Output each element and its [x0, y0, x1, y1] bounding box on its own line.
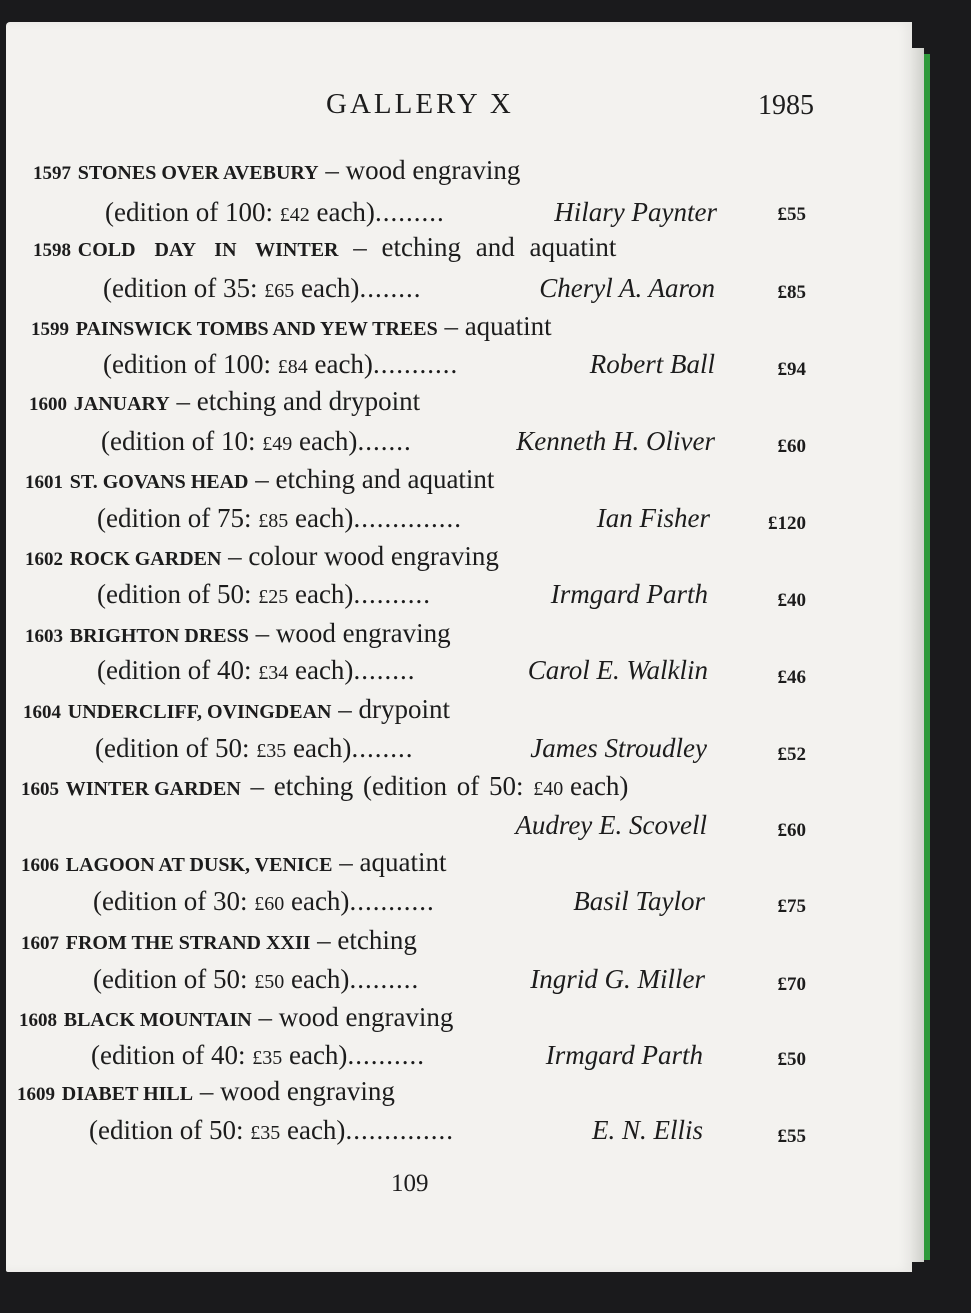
page-number: 109 — [391, 1170, 429, 1197]
entry-heading — [19, 1001, 453, 1033]
entry-price: £52 — [777, 744, 806, 765]
entry-price: £70 — [777, 974, 806, 995]
entry-detail — [93, 962, 705, 996]
entry-number: 1598 — [33, 240, 71, 261]
edition-text: (edition of 40: £35 each).......... — [91, 1040, 425, 1070]
entry-medium: – etching and aquatint — [338, 232, 617, 262]
entry-title: LAGOON AT DUSK, VENICE — [65, 854, 333, 876]
entry-medium: – aquatint — [437, 311, 552, 341]
edition-text: (edition of 10: £49 each)....... — [101, 426, 412, 456]
entry-title: WINTER GARDEN — [65, 778, 241, 800]
entry-detail — [95, 731, 707, 765]
entry-title: ROCK GARDEN — [69, 548, 222, 570]
entry-title: ST. GOVANS HEAD — [69, 471, 249, 493]
artist-name: Ingrid G. Miller — [530, 964, 705, 994]
green-cover-edge — [924, 54, 930, 1260]
entry-heading — [25, 463, 494, 495]
artist-name: Audrey E. Scovell — [515, 810, 707, 840]
entry-heading — [23, 693, 450, 725]
edition-text: (edition of 75: £85 each).............. — [97, 503, 462, 533]
entry-price: £75 — [777, 896, 806, 917]
edition-text: (edition of 50: £35 each).............. — [89, 1115, 454, 1145]
entry-medium: – etching — [310, 925, 417, 955]
entry-detail — [89, 1113, 703, 1147]
entry-heading — [31, 310, 552, 342]
entry-heading — [21, 924, 417, 956]
entry-heading — [25, 540, 499, 572]
entry-detail — [101, 424, 715, 458]
entry-heading — [21, 770, 628, 802]
entry-number: 1608 — [19, 1010, 57, 1031]
entry-detail — [91, 1038, 703, 1072]
entry-medium: – colour wood engraving — [221, 541, 499, 571]
entry-medium: – drypoint — [331, 694, 450, 724]
entry-title: PAINSWICK TOMBS AND YEW TREES — [75, 318, 438, 340]
edition-text: (edition of 50: £25 each).......... — [97, 579, 431, 609]
artist-name: Cheryl A. Aaron — [539, 273, 715, 303]
artist-name: Robert Ball — [589, 349, 715, 379]
edition-text: (edition of 40: £34 each)........ — [97, 655, 416, 685]
entry-number: 1603 — [25, 626, 63, 647]
artist-name: Hilary Paynter — [554, 197, 717, 227]
artist-name: Ian Fisher — [596, 503, 710, 533]
edition-text: (edition of 50: £50 each)......... — [93, 964, 420, 994]
artist-name: James Stroudley — [530, 733, 707, 763]
edition-text: (edition of 50: £35 each)........ — [95, 733, 414, 763]
gallery-title: GALLERY X — [326, 88, 514, 120]
entry-medium: – wood engraving — [248, 618, 451, 648]
entry-medium: – etching (edition of 50: — [240, 771, 534, 801]
entry-title: STONES OVER AVEBURY — [77, 162, 319, 184]
edition-suffix: each) — [563, 771, 629, 801]
entry-medium: – aquatint — [332, 847, 447, 877]
entry-heading — [21, 846, 446, 878]
entry-price: £94 — [777, 359, 806, 380]
entry-detail — [97, 653, 708, 687]
entry-detail — [105, 195, 717, 229]
edition-text: (edition of 100: £42 each)......... — [105, 197, 445, 227]
artist-name: Irmgard Parth — [545, 1040, 703, 1070]
entry-title: FROM THE STRAND XXII — [65, 932, 311, 954]
entry-detail — [103, 347, 715, 381]
entry-price: £120 — [768, 513, 806, 534]
entry-title: BLACK MOUNTAIN — [63, 1009, 252, 1031]
entry-number: 1601 — [25, 472, 63, 493]
entry-price: £55 — [777, 204, 806, 225]
entry-detail — [103, 271, 715, 305]
entry-number: 1605 — [21, 779, 59, 800]
entry-medium: – etching and aquatint — [248, 464, 495, 494]
artist-name: Kenneth H. Oliver — [516, 426, 715, 456]
entry-title: UNDERCLIFF, OVINGDEAN — [67, 701, 332, 723]
entry-heading — [25, 617, 451, 649]
entry-number: 1602 — [25, 549, 63, 570]
entry-title: BRIGHTON DRESS — [69, 625, 249, 647]
entry-heading — [17, 1075, 395, 1107]
edition-text: (edition of 30: £60 each)........... — [93, 886, 435, 916]
entry-heading — [29, 385, 420, 417]
entry-heading — [33, 154, 520, 186]
entry-price: £60 — [777, 436, 806, 457]
entry-number: 1609 — [17, 1084, 55, 1105]
entry-number: 1597 — [33, 163, 71, 184]
entry-medium: – wood engraving — [251, 1002, 454, 1032]
edition-price: £40 — [533, 778, 564, 800]
entry-number: 1607 — [21, 933, 59, 954]
entry-detail — [93, 884, 705, 918]
entry-medium: – etching and drypoint — [169, 386, 421, 416]
entry-medium: – wood engraving — [193, 1076, 395, 1106]
entry-detail — [97, 577, 708, 611]
entry-price: £40 — [777, 590, 806, 611]
entry-detail — [97, 501, 710, 535]
page-edge-stack — [910, 48, 924, 1262]
entry-title: DIABET HILL — [61, 1083, 194, 1105]
artist-name: Basil Taylor — [573, 886, 705, 916]
edition-text: (edition of 100: £84 each)........... — [103, 349, 459, 379]
entry-number: 1600 — [29, 394, 67, 415]
artist-name: Carol E. Walklin — [527, 655, 708, 685]
entry-price: £46 — [777, 667, 806, 688]
entry-number: 1606 — [21, 855, 59, 876]
entry-medium: – wood engraving — [318, 155, 521, 185]
entry-title: JANUARY — [73, 393, 170, 415]
edition-text: (edition of 35: £65 each)........ — [103, 273, 422, 303]
artist-name: E. N. Ellis — [591, 1115, 703, 1145]
entry-price: £55 — [777, 1126, 806, 1147]
entry-heading — [33, 231, 616, 263]
entry-number: 1604 — [23, 702, 61, 723]
artist-name: Irmgard Parth — [550, 579, 708, 609]
entry-price: £85 — [777, 282, 806, 303]
catalogue-year: 1985 — [758, 90, 814, 121]
entry-title: COLD DAY IN WINTER — [77, 239, 339, 261]
entry-price: £60 — [777, 820, 806, 841]
entry-price: £50 — [777, 1049, 806, 1070]
entry-detail — [95, 808, 707, 842]
entry-number: 1599 — [31, 319, 69, 340]
